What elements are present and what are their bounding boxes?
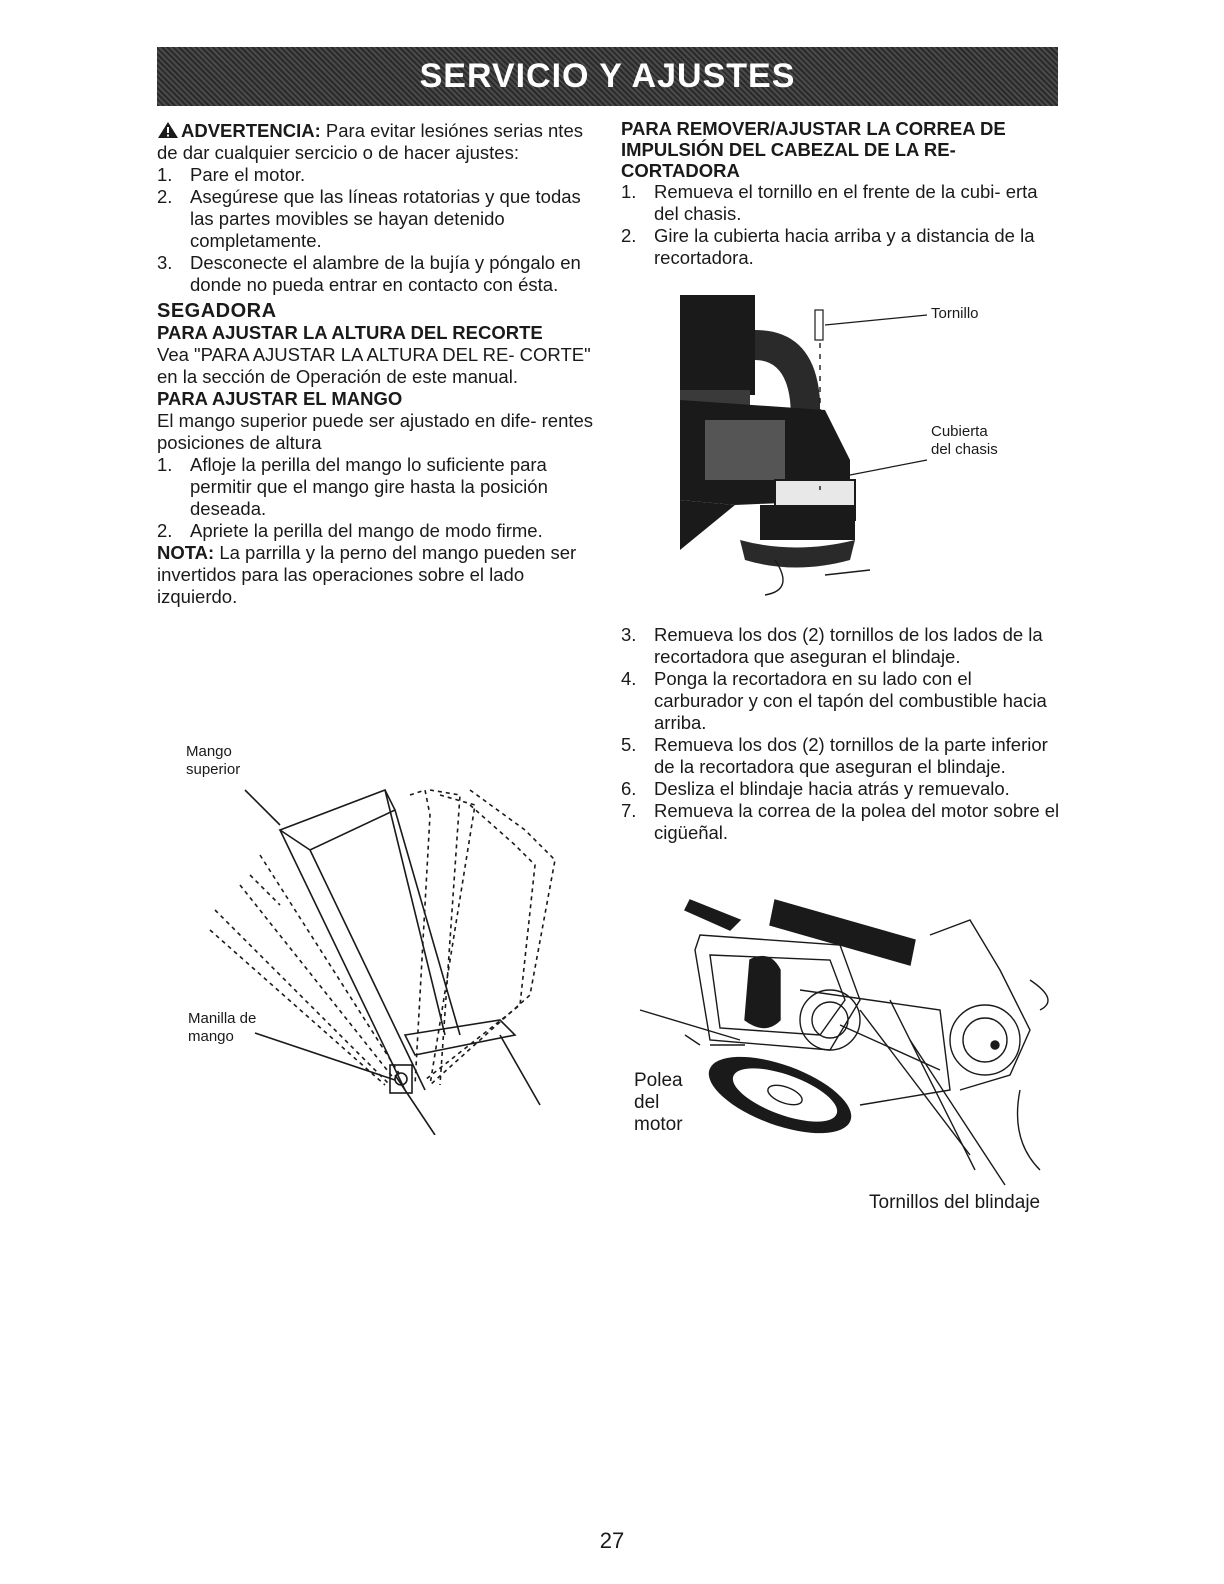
label-handle-knob-2: mango [188,1028,234,1045]
right-column [621,118,1061,269]
list-item: 3. Desconecte el alambre de la bujía y póngalo en donde no pueda entrar en contacto con ésta. [157,252,581,295]
left-column [157,120,597,608]
note-label: NOTA: [157,542,215,563]
section-heading: SEGADORA [157,300,277,322]
section-banner [157,47,1058,106]
page-number: 27 [599,1528,625,1553]
handle-note [157,542,597,608]
cut-height-heading: PARA AJUSTAR LA ALTURA DEL RECORTE [157,322,543,343]
trimmer-head-drawing [675,290,1055,610]
label-chassis-cover-1: Cubierta [931,423,988,440]
label-chassis-cover-2: del chasis [931,441,998,458]
label-motor-pulley-1: Polea [634,1070,683,1091]
label-upper-handle-1: Mango [186,743,232,760]
list-item: 2. Asegúrese que las líneas rotatorias y que todas las partes movibles se hayan detenido completamente. [157,186,581,251]
list-item: 4. Ponga la recortadora en su lado con el carburador y con el tapón del combustible hacia arriba. [621,668,1047,733]
belt-steps-b-container [621,624,1061,844]
warning-triangle-icon [157,121,179,139]
warning-paragraph [157,120,597,164]
belt-steps-b [621,624,1061,844]
warning-text: Para evitar lesiónes serias ntes de dar cualquier sercicio o de hacer ajustes: [157,120,583,163]
shield-pulley-figure [630,890,1060,1220]
handle-adjust-figure [170,735,590,1135]
list-item: 1. Remueva el tornillo en el frente de la cubi- erta del chasis. [621,181,1038,224]
list-item: 3. Remueva los dos (2) tornillos de los lados de la recortadora que aseguran el blindaje. [621,624,1043,667]
belt-steps-a [621,181,1061,269]
label-motor-pulley-2: del [634,1092,660,1113]
label-upper-handle-2: superior [186,761,241,778]
list-item: 5. Remueva los dos (2) tornillos de la parte inferior de la recortadora que aseguran el blindaje. [621,734,1048,777]
list-item: 1. Afloje la perilla del mango lo suficiente para permitir que el mango gire hasta la posición deseada. [157,454,548,519]
list-item: 2. Apriete la perilla del mango de modo firme. [157,520,543,541]
label-shield-screws: Tornillos del blindaje [869,1192,1041,1213]
warning-label: ADVERTENCIA: [181,120,321,141]
handle-heading: PARA AJUSTAR EL MANGO [157,388,403,409]
warning-steps [157,164,597,296]
trimmer-side-drawing [630,890,1060,1190]
list-item: 2. Gire la cubierta hacia arriba y a distancia de la recortadora. [621,225,1035,268]
chassis-cover-figure [675,290,1055,610]
label-handle-knob-1: Manilla de [188,1010,257,1027]
handle-steps [157,454,597,542]
handle-text: El mango superior puede ser ajustado en dife- rentes posiciones de altura [157,410,594,453]
label-screw: Tornillo [931,305,979,322]
list-item: 7. Remueva la correa de la polea del motor sobre el cigüeñal. [621,800,1060,843]
belt-heading: PARA REMOVER/AJUSTAR LA CORREA DE IMPULSIÓN DEL CABEZAL DE LA RE- CORTADORA [621,118,1006,181]
note-text: La parrilla y la perno del mango pueden ser invertidos para las operaciones sobre el lado izquierdo. [157,542,577,607]
handle-drawing [170,735,590,1135]
cut-height-text: Vea "PARA AJUSTAR LA ALTURA DEL RE- CORTE" en la sección de Operación de este manual. [157,344,591,387]
list-item: 1. Pare el motor. [157,164,306,185]
label-motor-pulley-3: motor [634,1114,683,1135]
list-item: 6. Desliza el blindaje hacia atrás y remuevalo. [621,778,1010,799]
page-title: SERVICIO Y AJUSTES [419,57,796,95]
